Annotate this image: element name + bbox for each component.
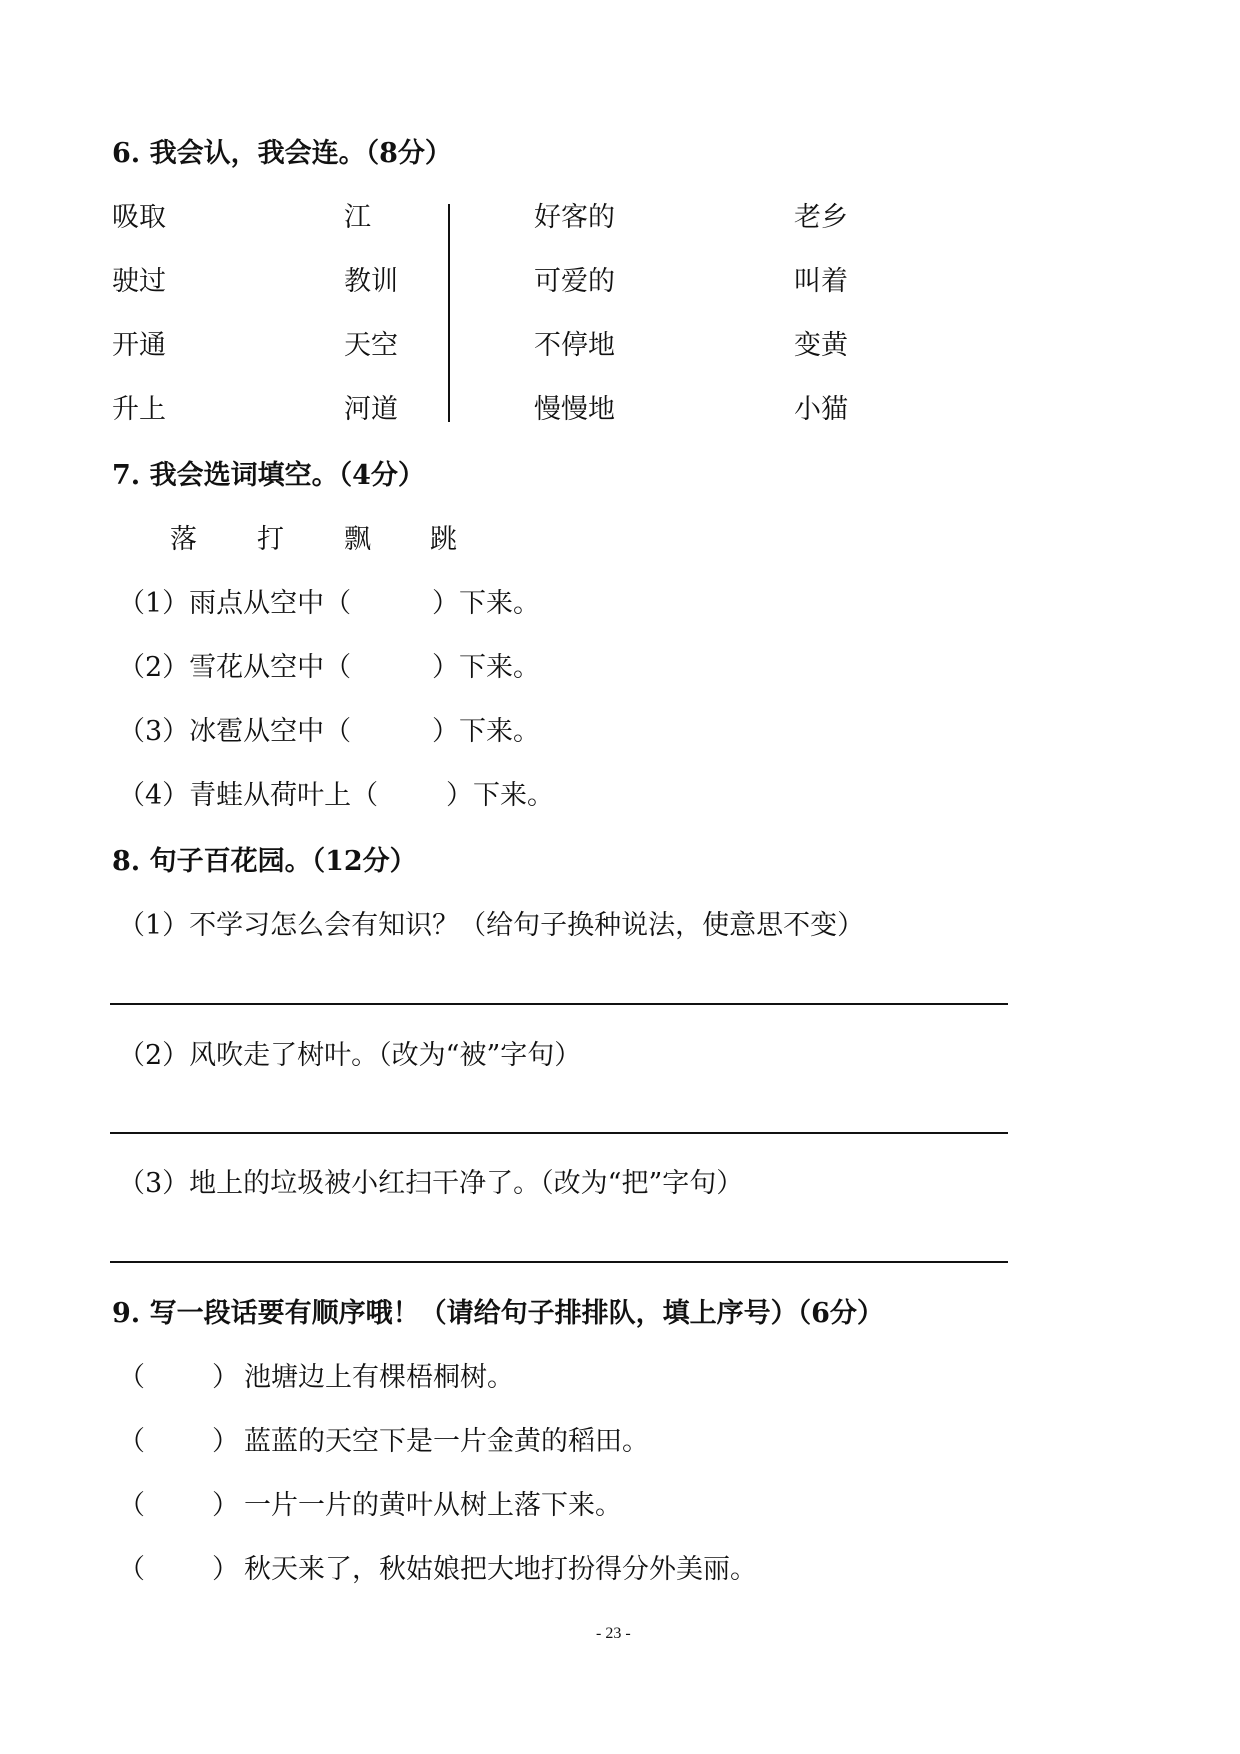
answer-line <box>110 1003 1008 1005</box>
q6-title: 6. 我会认，我会连。（8分） <box>112 138 452 169</box>
q7-item-ending: ）下来。 <box>432 652 540 683</box>
page-number: - 23 - <box>596 1625 631 1642</box>
q6-right-match: 老乡 <box>794 202 848 233</box>
q8-item: （2）风吹走了树叶。（改为“被”字句） <box>118 1040 582 1071</box>
q8-title: 8. 句子百花园。（12分） <box>112 846 417 877</box>
q6-left-word: 开通 <box>112 330 166 361</box>
q7-item-ending: ）下来。 <box>432 716 540 747</box>
q9-sentence: 蓝蓝的天空下是一片金黄的稻田。 <box>244 1426 649 1457</box>
q6-left-match: 天空 <box>344 330 398 361</box>
q6-left-match: 江 <box>344 202 371 233</box>
q7-item-ending: ）下来。 <box>446 780 554 811</box>
q6-right-match: 变黄 <box>794 330 848 361</box>
q6-right-word: 慢慢地 <box>534 394 615 425</box>
q6-left-match: 教训 <box>344 266 398 297</box>
q9-sentence: 秋天来了，秋姑娘把大地打扮得分外美丽。 <box>244 1554 757 1585</box>
q7-word-option: 落 <box>170 524 197 555</box>
q7-word-option: 跳 <box>430 524 457 555</box>
q6-right-match: 叫着 <box>794 266 848 297</box>
q9-paren-close: ） <box>212 1426 239 1457</box>
q7-word-option: 飘 <box>344 524 371 555</box>
q6-right-word: 不停地 <box>534 330 615 361</box>
q6-left-word: 驶过 <box>112 266 166 297</box>
q9-paren-open: （ <box>118 1490 145 1521</box>
q7-item-prompt: （4）青蛙从荷叶上（ <box>118 780 379 811</box>
q9-paren-close: ） <box>212 1490 239 1521</box>
q6-left-word: 升上 <box>112 394 166 425</box>
q6-right-word: 好客的 <box>534 202 615 233</box>
q8-item: （3）地上的垃圾被小红扫干净了。（改为“把”字句） <box>118 1168 744 1199</box>
q6-right-word: 可爱的 <box>534 266 615 297</box>
q9-paren-open: （ <box>118 1362 145 1393</box>
q8-item: （1）不学习怎么会有知识？（给句子换种说法，使意思不变） <box>118 910 865 941</box>
q9-paren-open: （ <box>118 1554 145 1585</box>
q6-left-match: 河道 <box>344 394 398 425</box>
q7-title: 7. 我会选词填空。（4分） <box>112 460 425 491</box>
answer-line <box>110 1132 1008 1134</box>
q9-sentence: 一片一片的黄叶从树上落下来。 <box>244 1490 622 1521</box>
q7-item-ending: ）下来。 <box>432 588 540 619</box>
q9-sentence: 池塘边上有棵梧桐树。 <box>244 1362 514 1393</box>
q6-left-word: 吸取 <box>112 202 166 233</box>
q9-paren-close: ） <box>212 1362 239 1393</box>
q9-paren-close: ） <box>212 1554 239 1585</box>
q9-paren-open: （ <box>118 1426 145 1457</box>
q6-divider <box>448 204 450 422</box>
q7-word-option: 打 <box>257 524 284 555</box>
q6-right-match: 小猫 <box>794 394 848 425</box>
q7-item-prompt: （2）雪花从空中（ <box>118 652 352 683</box>
q7-item-prompt: （1）雨点从空中（ <box>118 588 352 619</box>
q9-title: 9. 写一段话要有顺序哦！（请给句子排排队，填上序号）（6分） <box>112 1298 884 1329</box>
q7-item-prompt: （3）冰雹从空中（ <box>118 716 352 747</box>
answer-line <box>110 1261 1008 1263</box>
